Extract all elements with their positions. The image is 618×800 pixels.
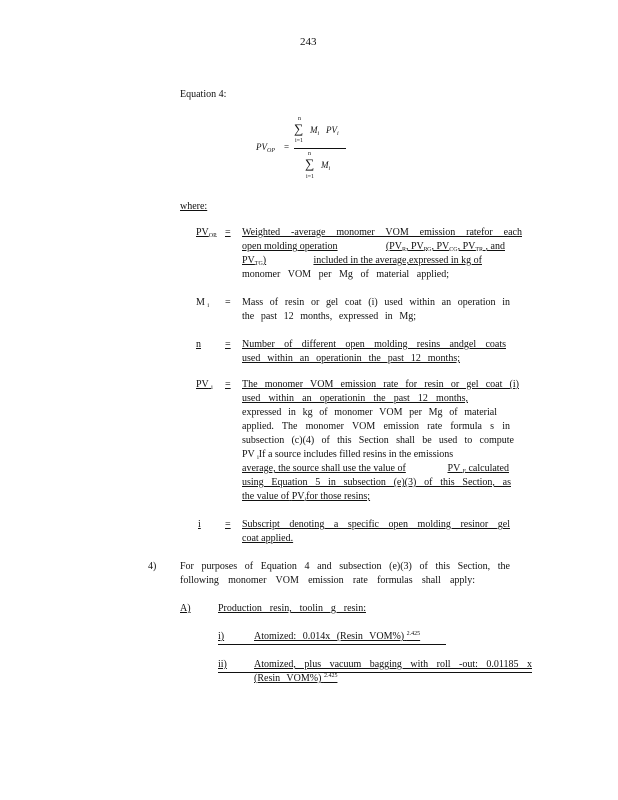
eq-num-n: n (298, 116, 301, 122)
def-eq-sign: = (225, 379, 231, 390)
def-line: Weighted -average monomer VOM emission ratefor each (242, 227, 522, 238)
formula-text: Atomized, plus vacuum bagging with roll -out: 0.01185 x (254, 659, 532, 670)
eq-num-PV: $PV_i$ (326, 125, 339, 137)
section-label: A) (180, 603, 191, 614)
equation-label: Equation 4: (180, 89, 227, 100)
def-line: subsection (c)(4) of this Section shall be used to compute (242, 435, 514, 446)
def-eq-sign: = (225, 297, 231, 308)
formula-underline (218, 644, 446, 645)
def-line: PV $_i$If a source includes filled resins in the emissions (242, 449, 454, 461)
def-term-i: i (198, 519, 201, 530)
def-line: Mass of resin or gel coat (i) used within an operation in (242, 297, 510, 308)
def-line: Number of different open molding resins andgel coats (242, 339, 506, 350)
page-number: 243 (300, 36, 317, 48)
item-4-line: For purposes of Equation 4 and subsection (e)(3) of this Section, the (180, 561, 510, 572)
def-eq-sign: = (225, 519, 231, 530)
eq-den-n: n (308, 151, 311, 157)
eq-fraction-bar (294, 148, 346, 149)
section-title: Production resin, toolin g resin: (218, 603, 366, 614)
eq-equals: = (284, 142, 290, 152)
formula-underline (218, 672, 532, 673)
def-term-n: n (196, 339, 201, 350)
def-line: coat applied. (242, 533, 294, 544)
def-eq-sign: = (225, 227, 231, 238)
eq-den-M: $M_i$ (321, 160, 331, 172)
def-line: using Equation 5 in subsection (e)(3) of this Section, as (242, 477, 511, 488)
def-line: used within an operationin the past 12 months; (242, 353, 460, 364)
item-number: 4) (148, 561, 157, 572)
def-term-pv-op: $PV_{OP}$ (196, 227, 217, 239)
formula-text: (Resin VOM%) $^{2.425}$ (254, 673, 338, 684)
where-label: where: (180, 201, 208, 212)
def-term-m-i: M $_i$ (196, 297, 210, 309)
eq-lhs: $PV_{OP}$ (256, 142, 275, 154)
formula-label: ii) (218, 659, 227, 670)
formula-text: Atomized: 0.014x (Resin VOM%) $^{2.425}$ (254, 631, 421, 642)
def-line: average, the source shall use the value of PV $_F$ calculated (242, 463, 509, 475)
eq-den-sigma: ∑ (305, 156, 315, 171)
def-term-pv-i: PV $_i$ (196, 379, 213, 391)
def-line: the value of $PV_ifor$ those resins; (242, 491, 371, 503)
eq-num-sigma: ∑ (294, 121, 304, 136)
item-4-line: following monomer VOM emission rate formulas shall apply: (180, 575, 475, 586)
def-line: Subscript denoting a specific open molding resinor gel (242, 519, 510, 530)
formula-label: i) (218, 631, 225, 642)
equation-4 (250, 116, 360, 186)
def-line: monomer VOM per Mg of material applied; (242, 269, 449, 280)
def-line: used within an operationin the past 12 months, (242, 393, 468, 404)
eq-num-bottom: i=1 (295, 138, 304, 144)
def-eq-sign: = (225, 339, 231, 350)
def-line: $PV_{TG}$) included in the average,expressed in kg of (242, 255, 482, 267)
def-line: The monomer VOM emission rate for resin or gel coat (i) (242, 379, 519, 390)
def-line: applied. The monomer VOM emission rate formula s in (242, 421, 510, 432)
eq-den-bottom: i=1 (306, 174, 315, 180)
eq-num-M: $M_i$ (310, 125, 320, 137)
def-line: expressed in kg of monomer VOM per Mg of material (242, 407, 497, 418)
def-line: open molding operation ($PV_R$, $PV_{PG}$, $PV_{CG}$, $PV_{TR}$ , and (242, 241, 505, 253)
def-line: the past 12 months, expressed in Mg; (242, 311, 416, 322)
